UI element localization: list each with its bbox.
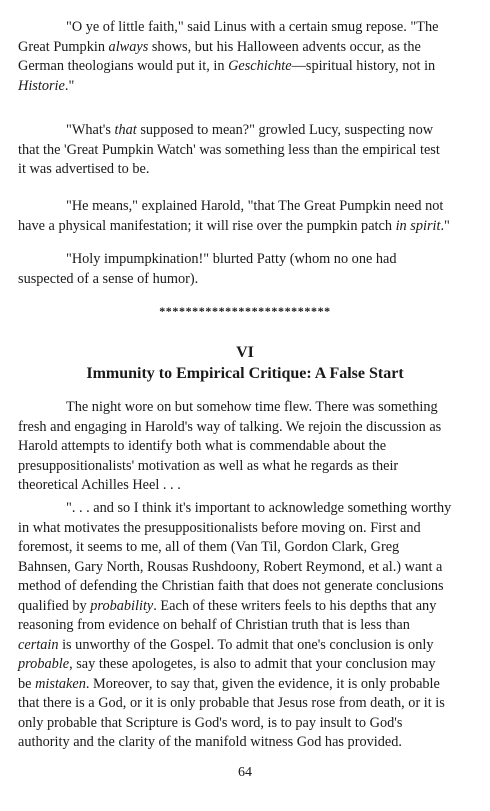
text-line: in what motivates the presuppositionalists before moving on. First and — [18, 519, 421, 536]
text-line: foremost, it seems to me, all of them (Van Til, Gordon Clark, Greg — [18, 539, 400, 555]
italic-text: Geschichte — [228, 58, 292, 74]
page-number: 64 — [238, 765, 252, 780]
section-divider: ************************** — [159, 304, 331, 318]
text-line: Harold attempts to identify both what is commendable about the — [18, 438, 387, 454]
text-line: The night wore on but somehow time flew. There was something — [66, 399, 438, 415]
italic-text: always — [108, 38, 149, 55]
text-line: authority and the clarity of the manifold witness God has provided. — [18, 734, 402, 750]
text-span: Great Pumpkin — [18, 38, 109, 55]
text-line — [18, 597, 470, 617]
text-span: "O ye of little faith," said Linus with a certain smug repose. "The — [66, 19, 439, 35]
text-span: is unworthy of the Gospel. To admit that one's conclusion is only — [58, 636, 434, 653]
text-line: Bahnsen, Gary North, Rousas Rushdoony, Robert Reymond, et al.) want a — [18, 558, 443, 575]
text-line: "Holy impumpkination!" blurted Patty (whom no one had — [66, 251, 397, 267]
paragraph-linus — [18, 18, 470, 96]
text-line: only probable that Scripture is God's word, is to pay insult to God's — [18, 714, 403, 731]
text-line — [18, 217, 470, 237]
text-span: , say these apologetes, is also to admit that your conclusion may — [69, 656, 436, 672]
text-line: that the 'Great Pumpkin Watch' was something less than the empirical test — [18, 141, 440, 158]
italic-text: probable — [18, 656, 70, 672]
text-line — [18, 77, 470, 97]
text-line: reasoning from evidence on behalf of Christian truth that is less than — [18, 617, 410, 633]
text-line — [18, 675, 470, 695]
text-line — [18, 18, 470, 38]
text-span: be — [18, 675, 36, 692]
chapter-title: Immunity to Empirical Critique: A False Start — [86, 365, 404, 382]
text-line — [18, 121, 470, 141]
text-span: have a physical manifestation; it will rise over the pumpkin patch — [18, 217, 396, 234]
italic-text: mistaken — [35, 675, 86, 692]
text-line: it was advertised to be. — [18, 161, 150, 177]
text-span: ." — [440, 217, 450, 234]
paragraph-patty — [18, 250, 470, 289]
text-line — [18, 655, 470, 675]
text-span: German theologians would put it, in — [18, 58, 229, 74]
italic-text: certain — [18, 636, 59, 653]
text-line: that there is a God, or it is only probable that Jesus rose from death, or it is — [18, 695, 445, 711]
italic-text: probability — [90, 597, 154, 614]
text-line: "He means," explained Harold, "that The Great Pumpkin need not — [66, 198, 444, 214]
text-span: qualified by — [18, 597, 91, 614]
paragraph-harold — [18, 197, 470, 236]
paragraph-presuppositionalists — [18, 499, 470, 753]
text-line: fresh and engaging in Harold's way of talking. We rejoin the discussion as — [18, 418, 442, 435]
text-line — [18, 636, 470, 656]
text-line — [18, 57, 470, 77]
italic-text: Historie — [18, 77, 65, 94]
italic-text: in spirit — [395, 217, 441, 234]
text-line: ". . . and so I think it's important to acknowledge something worthy — [66, 500, 452, 516]
text-span: shows, but his Halloween advents occur, as the — [148, 38, 421, 55]
chapter-number: VI — [236, 344, 254, 361]
text-line: presuppositionalists' motivation as well as what he regards as their — [18, 457, 399, 474]
paragraph-night — [18, 398, 470, 496]
text-span: —spiritual history, not in — [291, 58, 436, 74]
italic-text: that — [114, 122, 137, 138]
text-span: "What's — [66, 122, 115, 138]
text-line — [18, 38, 470, 58]
paragraph-lucy — [18, 121, 470, 180]
text-span: ." — [64, 77, 75, 94]
text-span: supposed to mean?" growled Lucy, suspecting now — [136, 122, 434, 138]
text-line: method of defending the Christian faith that does not generate conclusions — [18, 578, 444, 594]
text-span: . Each of these writers feels to his depths that any — [153, 597, 437, 614]
text-line: theoretical Achilles Heel . . . — [18, 477, 181, 493]
text-line: suspected of a sense of humor). — [18, 270, 199, 287]
text-span: . Moreover, to say that, given the evidence, it is only probable — [85, 675, 440, 692]
